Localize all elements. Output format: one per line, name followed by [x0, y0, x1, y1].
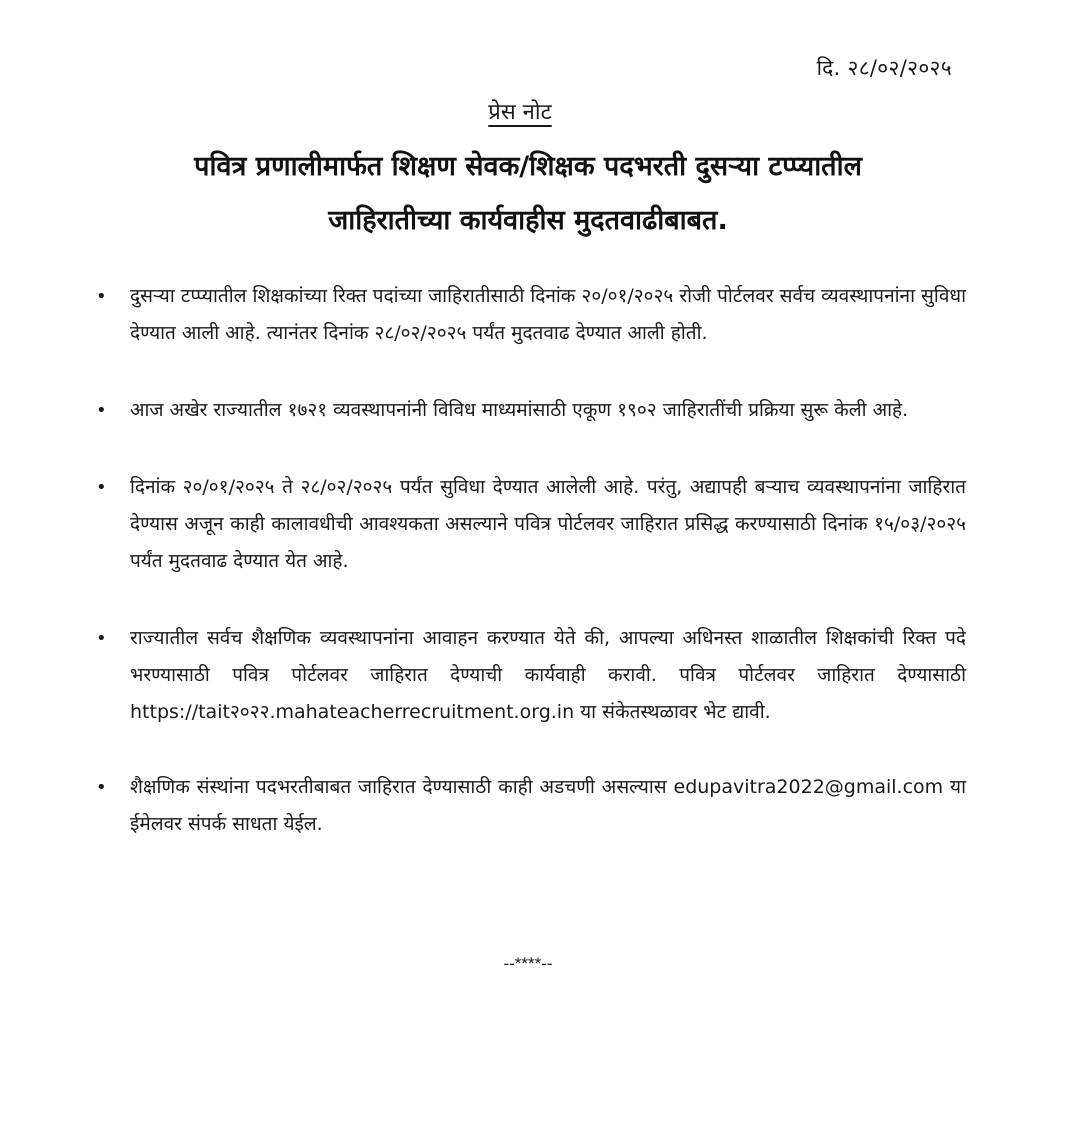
list-item: [90, 469, 966, 580]
bullet-icon: •: [96, 477, 107, 498]
date: दि. २८/०२/२०२५: [816, 56, 952, 80]
bullet-icon: •: [96, 286, 107, 307]
end-mark: --****--: [503, 954, 553, 973]
point-text: राज्यातील सर्वच शैक्षणिक व्यवस्थापनांना आवाहन करण्यात येते की, आपल्या अधिनस्त शाळातील शिक्षकांची रिक्त पदे भरण्यासाठी पवित्र पोर्टलवर जाहिरात देण्याची कार्यवाही करावी. पवित्र पोर्टलवर जाहिरात देण्यासाठी https://tait२०२२.mahateacherrecruitment.org.in या संकेतस्थळावर भेट द्यावी.: [130, 627, 966, 723]
bullet-icon: •: [96, 628, 107, 649]
list-item: [90, 278, 966, 352]
list-item: [90, 620, 966, 731]
point-text: शैक्षणिक संस्थांना पदभरतीबाबत जाहिरात देण्यासाठी काही अडचणी असल्यास edupavitra2022@gmail.com या ईमेलवर संपर्क साधता येईल.: [130, 776, 966, 835]
list-item: [90, 769, 966, 843]
point-text: दिनांक २०/०१/२०२५ ते २८/०२/२०२५ पर्यंत सुविधा देण्यात आलेली आहे. परंतु, अद्यापही बऱ्याच व्यवस्थापनांना जाहिरात देण्यास अजून काही कालावधीची आवश्यकता असल्याने पवित्र पोर्टलवर जाहिरात प्रसिद्ध करण्यासाठी दिनांक १५/०३/२०२५ पर्यंत मुदतवाढ देण्यात येत आहे.: [130, 476, 966, 572]
point-text: आज अखेर राज्यातील १७२१ व्यवस्थापनांनी विविध माध्यमांसाठी एकूण १९०२ जाहिरातींची प्रक्रिया सुरू केली आहे.: [130, 399, 909, 421]
point-text: दुसऱ्या टप्प्यातील शिक्षकांच्या रिक्त पदांच्या जाहिरातीसाठी दिनांक २०/०१/२०२५ रोजी पोर्टलवर सर्वच व्यवस्थापनांना सुविधा देण्यात आली आहे. त्यानंतर दिनांक २८/०२/२०२५ पर्यंत मुदतवाढ देण्यात आली होती.: [130, 285, 966, 344]
page-title: [0, 140, 1056, 248]
list-item: [90, 392, 966, 429]
bullet-icon: •: [96, 400, 107, 421]
title-line-1: पवित्र प्रणालीमार्फत शिक्षण सेवक/शिक्षक पदभरती दुसऱ्या टप्प्यातील: [194, 151, 862, 182]
bullet-icon: •: [96, 777, 107, 798]
document-type-heading: प्रेस नोट: [488, 100, 552, 125]
title-line-2: जाहिरातीच्या कार्यवाहीस मुदतवाढीबाबत.: [328, 205, 728, 236]
points-list: [90, 278, 966, 883]
